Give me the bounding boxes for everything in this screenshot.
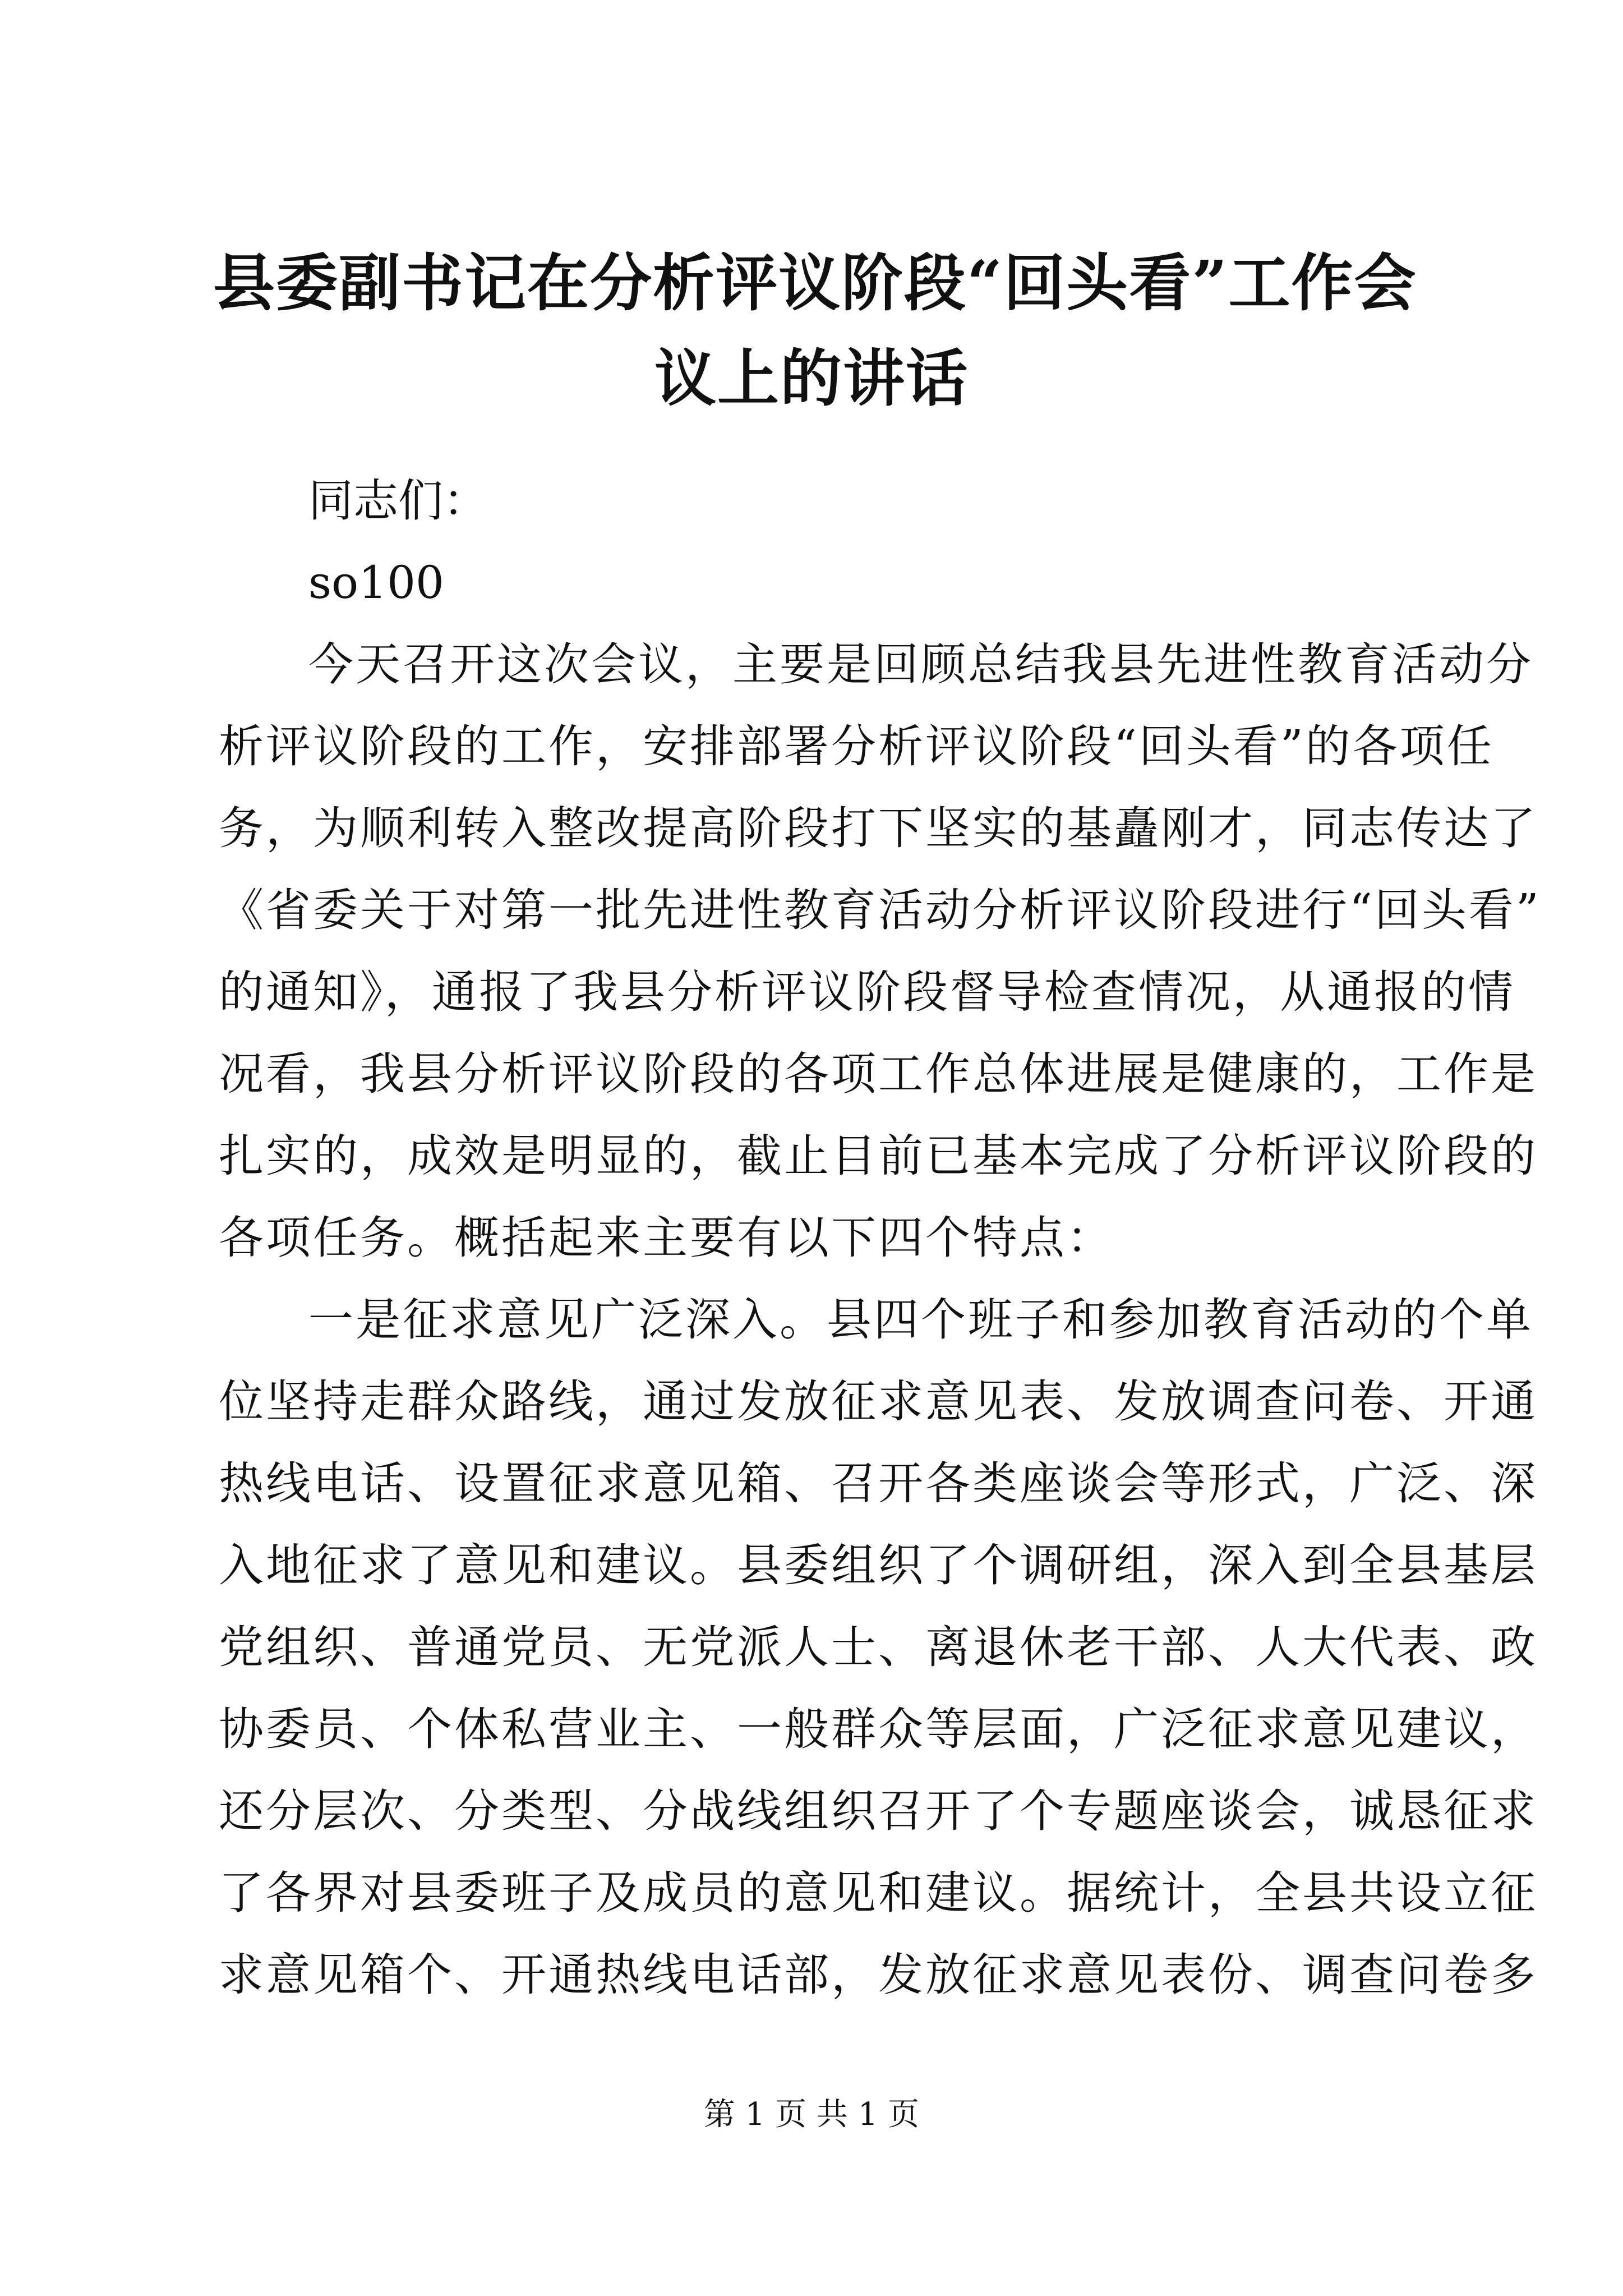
paragraph-line: 各项任务。概括起来主要有以下四个特点： — [219, 1212, 1114, 1264]
paragraph-line: 了各界对县委班子及成员的意见和建议。据统计，全县共设立征 — [219, 1867, 1538, 1919]
page-footer: 第 1 页 共 1 页 — [703, 2096, 920, 2133]
paragraph-2 — [219, 1279, 1538, 2016]
paragraph-line: 况看，我县分析评议阶段的各项工作总体进展是健康的，工作是 — [219, 1048, 1538, 1100]
paragraph-1 — [219, 624, 1541, 1279]
paragraph-line: 扎实的，成效是明显的，截止目前已基本完成了分析评议阶段的 — [219, 1130, 1538, 1182]
document-body — [219, 460, 1541, 2016]
title-line-2: 议上的讲话 — [654, 342, 969, 415]
paragraph-line: 今天召开这次会议，主要是回顾总结我县先进性教育活动分 — [308, 638, 1533, 691]
title-line-1: 县委副书记在分析评议阶段“回头看”工作会 — [213, 247, 1417, 319]
document-title — [213, 236, 1417, 426]
paragraph-line: 热线电话、设置征求意见箱、召开各类座谈会等形式，广泛、深 — [219, 1457, 1538, 1510]
paragraph-line: 党组织、普通党员、无党派人士、离退休老干部、人大代表、政 — [219, 1621, 1538, 1673]
paragraph-line: 《省委关于对第一批先进性教育活动分析评议阶段进行“回头看” — [219, 884, 1541, 936]
paragraph-line: 协委员、个体私营业主、一般群众等层面，广泛征求意见建议， — [219, 1703, 1538, 1755]
code-line: so100 — [308, 556, 444, 609]
salutation: 同志们： — [308, 475, 488, 527]
paragraph-line: 还分层次、分类型、分战线组织召开了个专题座谈会，诚恳征求 — [219, 1785, 1538, 1837]
paragraph-line: 析评议阶段的工作，安排部署分析评议阶段“回头看”的各项任 — [219, 720, 1494, 772]
paragraph-line: 的通知》，通报了我县分析评议阶段督导检查情况，从通报的情 — [219, 966, 1515, 1018]
paragraph-line: 一是征求意见广泛深入。县四个班子和参加教育活动的个单 — [308, 1294, 1533, 1346]
paragraph-line: 位坚持走群众路线，通过发放征求意见表、发放调查问卷、开通 — [219, 1375, 1538, 1428]
paragraph-line: 求意见箱个、开通热线电话部，发放征求意见表份、调查问卷多 — [219, 1949, 1538, 2001]
paragraph-line: 入地征求了意见和建议。县委组织了个调研组，深入到全县基层 — [219, 1539, 1538, 1591]
paragraph-line: 务，为顺利转入整改提高阶段打下坚实的基矗刚才，同志传达了 — [219, 802, 1538, 854]
